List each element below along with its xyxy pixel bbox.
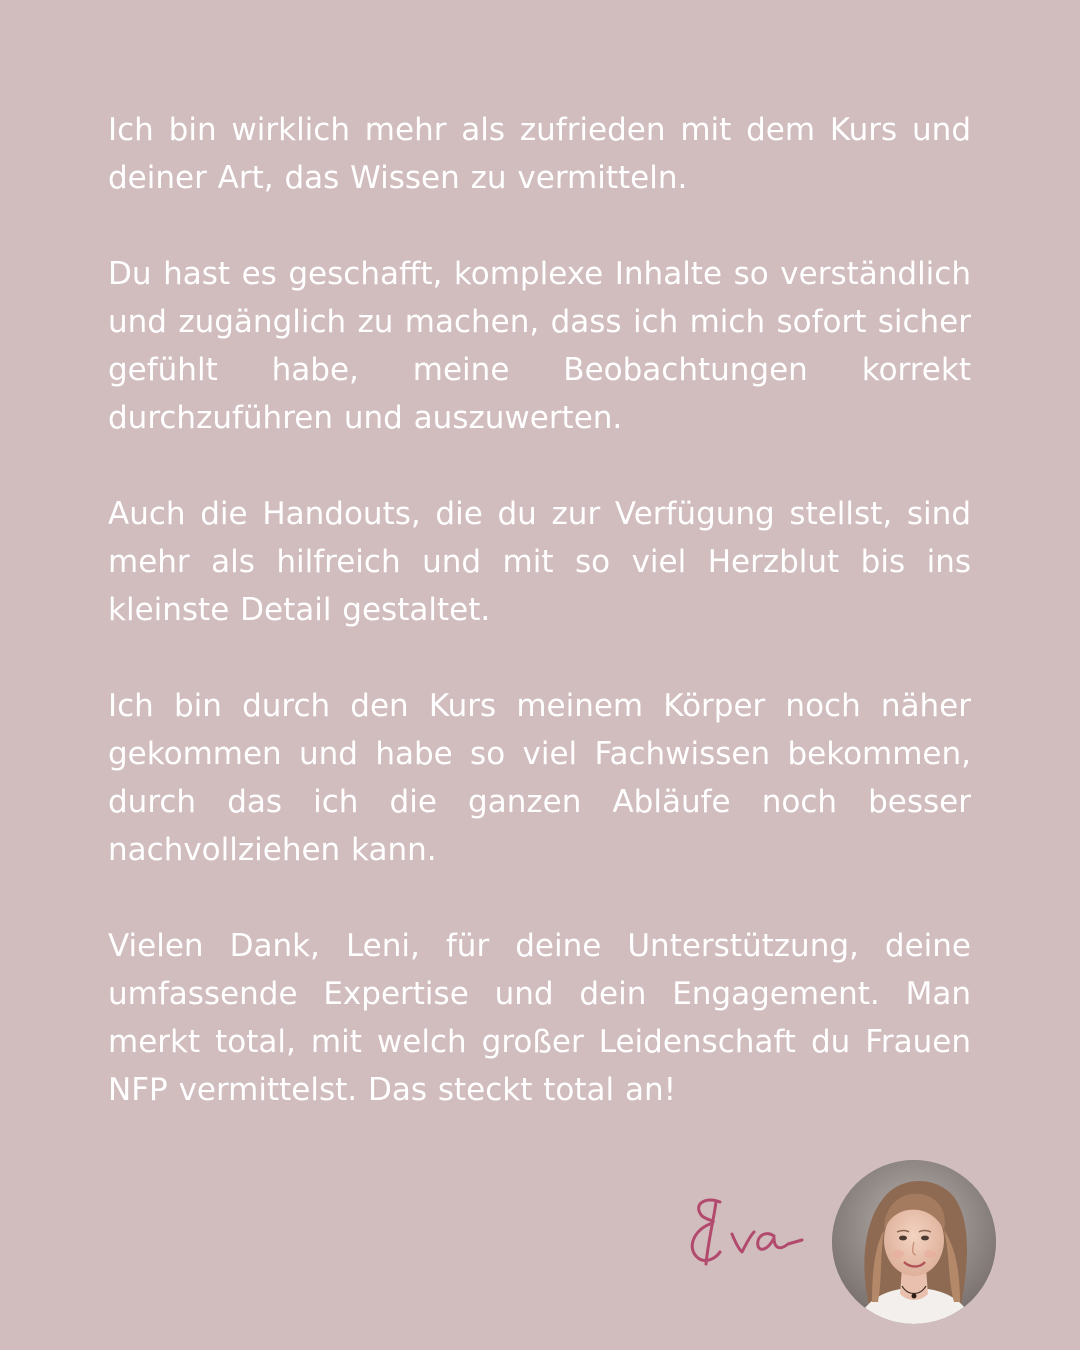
testimonial-paragraph-2: Du hast es geschafft, komplexe Inhalte so verständlich und zugänglich zu machen, dass ich mich sofort sicher gefühlt habe, meine Beobachtungen korrekt durchzuführen und auszuwerten. bbox=[108, 256, 971, 436]
testimonial-paragraph-4: Ich bin durch den Kurs meinem Körper noch näher gekommen und habe so viel Fachwissen bekommen, durch das ich die ganzen Abläufe noch besser nachvollziehen kann. bbox=[108, 688, 971, 868]
author-signature bbox=[680, 1188, 810, 1278]
testimonial-paragraph-1: Ich bin wirklich mehr als zufrieden mit dem Kurs und deiner Art, das Wissen zu vermitteln. bbox=[108, 112, 971, 196]
testimonial-paragraph-5: Vielen Dank, Leni, für deine Unterstützung, deine umfassende Expertise und dein Engagement. Man merkt total, mit welch großer Leidenschaft du Frauen NFP vermittelst. Das steckt total an! bbox=[108, 928, 971, 1108]
testimonial-text bbox=[108, 106, 971, 1114]
testimonial-paragraph-3: Auch die Handouts, die du zur Verfügung stellst, sind mehr als hilfreich und mit so viel Herzblut bis ins kleinste Detail gestaltet. bbox=[108, 496, 971, 628]
author-avatar bbox=[832, 1160, 996, 1324]
